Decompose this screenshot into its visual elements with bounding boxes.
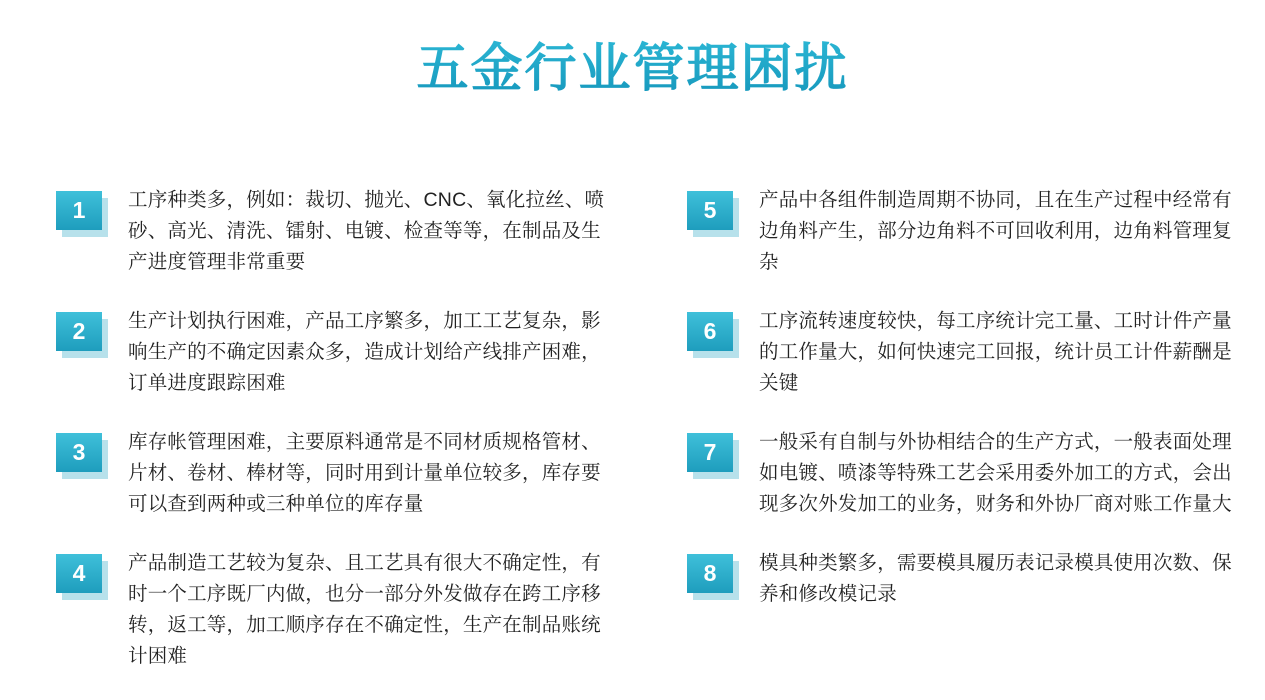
badge-number: 8 xyxy=(687,554,733,593)
list-item xyxy=(56,548,620,672)
left-column xyxy=(0,185,632,700)
list-item xyxy=(56,185,620,278)
item-number-badge xyxy=(56,191,108,237)
item-number-badge xyxy=(56,554,108,600)
list-item xyxy=(56,427,620,520)
badge-number: 6 xyxy=(687,312,733,351)
list-item xyxy=(56,306,620,399)
item-number-badge xyxy=(56,312,108,358)
badge-number: 1 xyxy=(56,191,102,230)
badge-number: 7 xyxy=(687,433,733,472)
item-number-badge xyxy=(687,433,739,479)
badge-number: 3 xyxy=(56,433,102,472)
item-text: 产品中各组件制造周期不协同，且在生产过程中经常有边角料产生，部分边角料不可回收利用，边角料管理复杂 xyxy=(759,189,1232,273)
list-item xyxy=(687,548,1246,610)
item-number-badge xyxy=(56,433,108,479)
item-text: 模具种类繁多，需要模具履历表记录模具使用次数、保养和修改模记录 xyxy=(759,552,1232,605)
item-text: 生产计划执行困难，产品工序繁多，加工工艺复杂，影响生产的不确定因素众多，造成计划给产线排产困难，订单进度跟踪困难 xyxy=(128,310,601,394)
content-columns xyxy=(0,185,1265,700)
item-text: 产品制造工艺较为复杂、且工艺具有很大不确定性，有时一个工序既厂内做，也分一部分外发做存在跨工序移转，返工等，加工顺序存在不确定性，生产在制品账统计困难 xyxy=(128,552,601,667)
item-text: 库存帐管理困难，主要原料通常是不同材质规格管材、片材、卷材、棒材等，同时用到计量单位较多，库存要可以查到两种或三种单位的库存量 xyxy=(128,431,601,515)
item-number-badge xyxy=(687,312,739,358)
badge-number: 4 xyxy=(56,554,102,593)
item-text: 工序种类多，例如：裁切、抛光、CNC、氧化拉丝、喷砂、高光、清洗、镭射、电镀、检查等等，在制品及生产进度管理非常重要 xyxy=(128,189,605,273)
list-item xyxy=(687,185,1246,278)
item-number-badge xyxy=(687,554,739,600)
page-title: 五金行业管理困扰 xyxy=(0,38,1265,100)
right-column xyxy=(632,185,1264,700)
list-item xyxy=(687,306,1246,399)
badge-number: 2 xyxy=(56,312,102,351)
badge-number: 5 xyxy=(687,191,733,230)
item-number-badge xyxy=(687,191,739,237)
item-text: 工序流转速度较快，每工序统计完工量、工时计件产量的工作量大，如何快速完工回报，统计员工计件薪酬是关键 xyxy=(759,310,1232,394)
item-text: 一般采有自制与外协相结合的生产方式，一般表面处理如电镀、喷漆等特殊工艺会采用委外加工的方式，会出现多次外发加工的业务，财务和外协厂商对账工作量大 xyxy=(759,431,1232,515)
list-item xyxy=(687,427,1246,520)
